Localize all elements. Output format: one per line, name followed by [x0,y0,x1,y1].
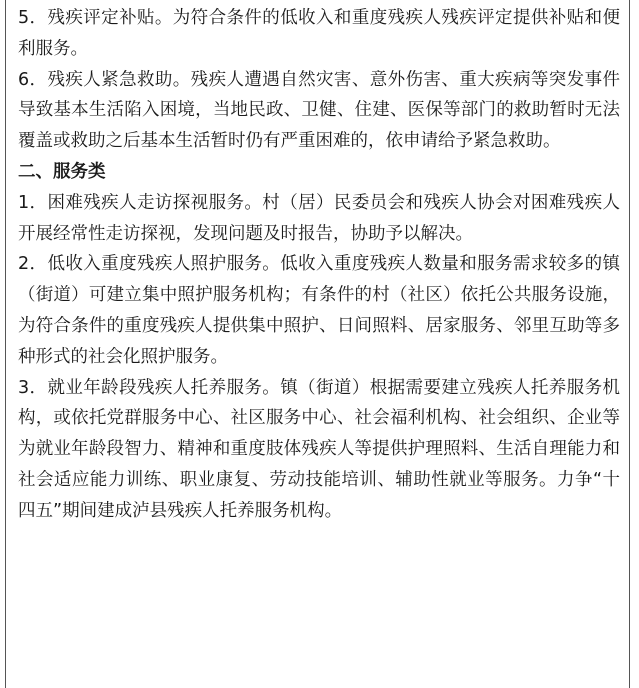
paragraph-item-5: 5．残疾评定补贴。为符合条件的低收入和重度残疾人残疾评定提供补贴和便利服务。 [18,8,620,59]
service-item-2: 2．低收入重度残疾人照护服务。低收入重度残疾人数量和服务需求较多的镇（街道）可建立集中照护服务机构；有条件的村（社区）依托公共服务设施，为符合条件的重度残疾人提供集中照护、日间照料、居家服务、邻里互助等多种形式的社会化照护服务。 [18,254,620,367]
service-item-3: 3．就业年龄段残疾人托养服务。镇（街道）根据需要建立残疾人托养服务机构，或依托党群服务中心、社区服务中心、社会福利机构、社会组织、企业等为就业年龄段智力、精神和重度肢体残疾人等提供护理照料、生活自理能力和社会适应能力训练、职业康复、劳动技能培训、辅助性就业等服务。力争“十四五”期间建成泸县残疾人托养服务机构。 [18,377,620,521]
paragraph-item-6: 6．残疾人紧急救助。残疾人遭遇自然灾害、意外伤害、重大疾病等突发事件导致基本生活陷入困境，当地民政、卫健、住建、医保等部门的救助暂时无法覆盖或救助之后基本生活暂时仍有严重困难的，依申请给予紧急救助。 [18,69,620,152]
section-heading-services: 二、服务类 [18,161,106,182]
document-body [18,3,620,527]
service-item-1: 1．困难残疾人走访探视服务。村（居）民委员会和残疾人协会对困难残疾人开展经常性走访探视，发现问题及时报告，协助予以解决。 [18,192,620,244]
